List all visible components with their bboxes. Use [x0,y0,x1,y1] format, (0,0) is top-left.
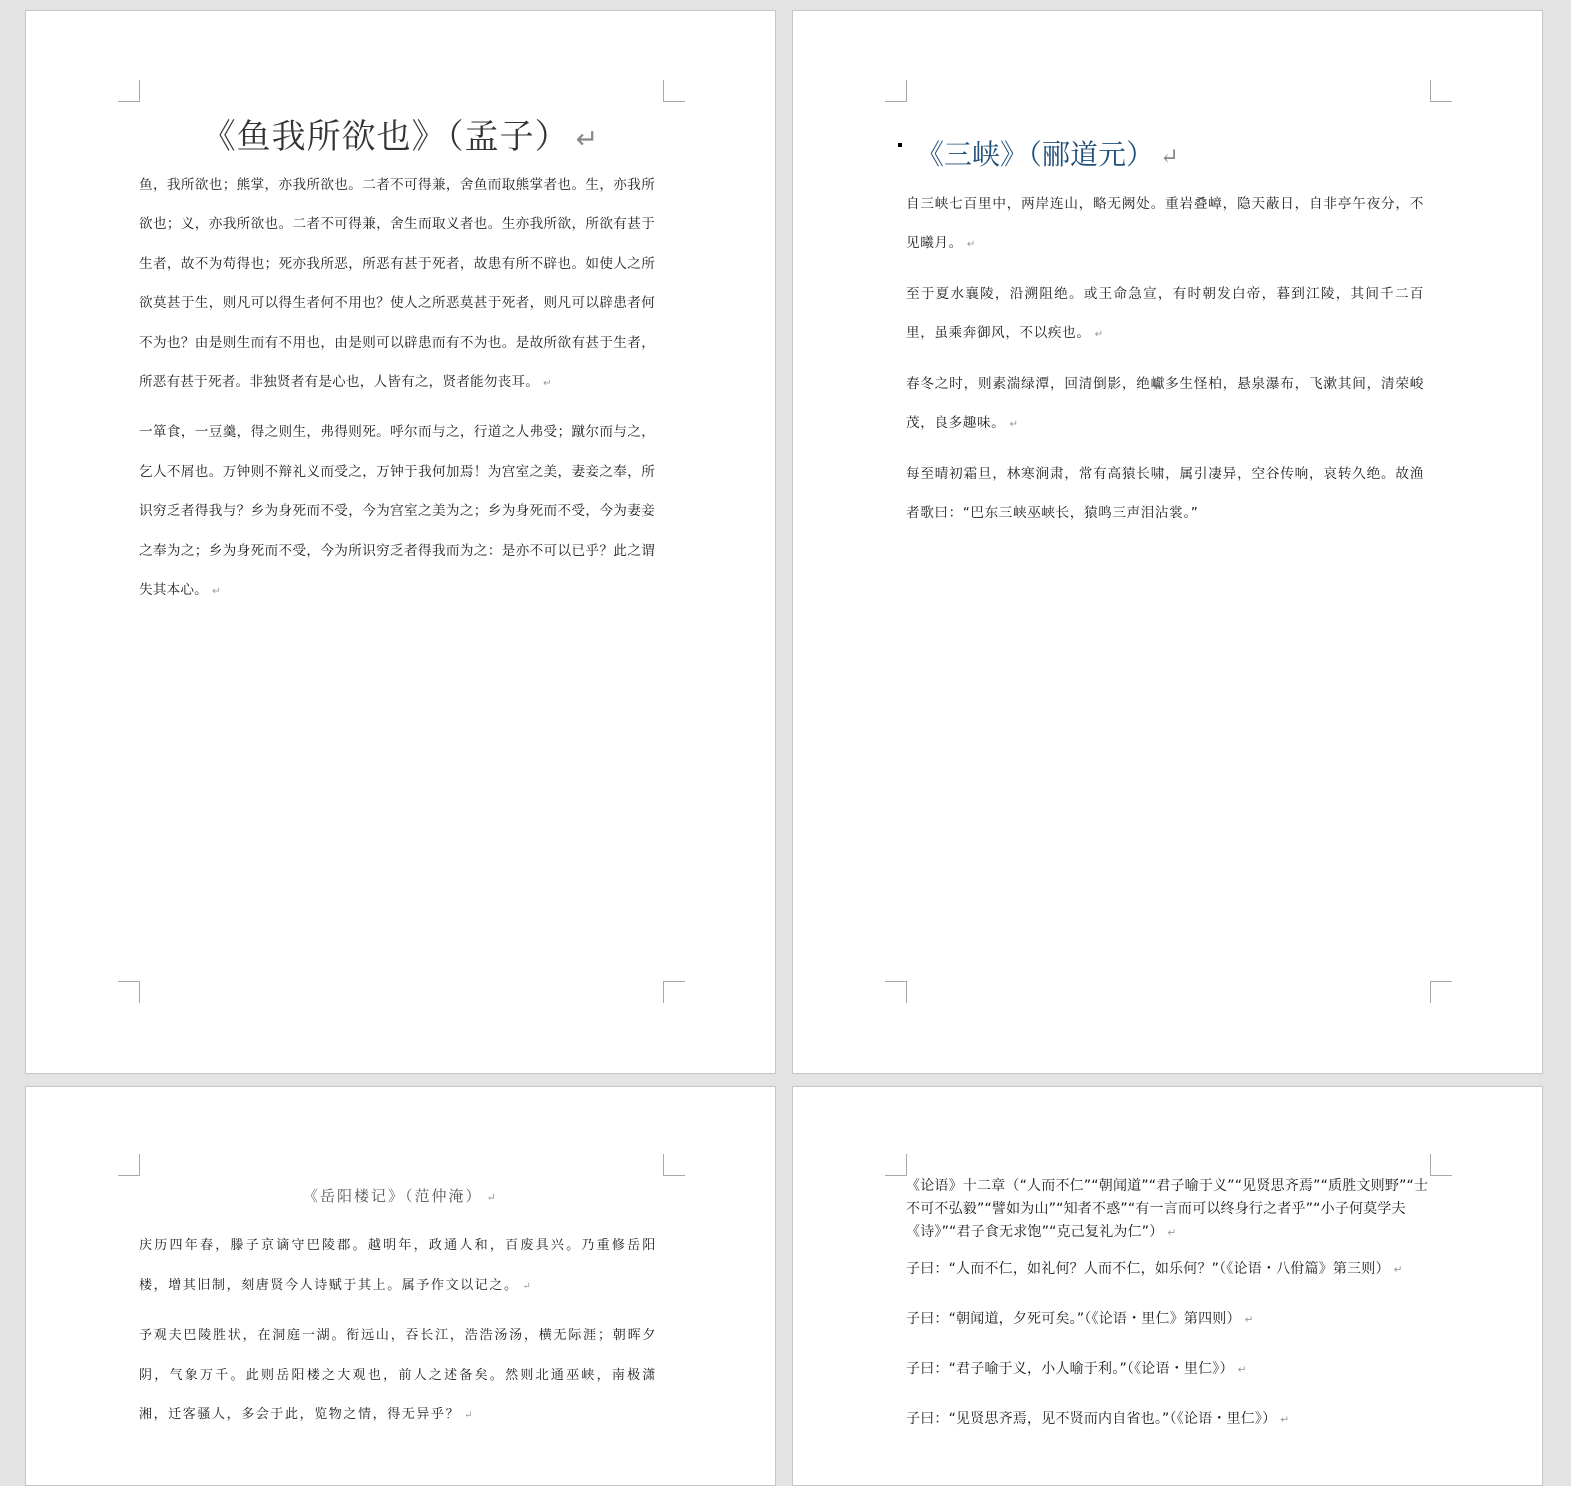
paragraph-mark-icon: ↵ [575,124,600,155]
margin-corner-mark [663,1154,685,1176]
margin-corner-mark [885,1154,907,1176]
heading-text: 《岳阳楼记》（范仲淹） [303,1187,483,1205]
heading-san-xia[interactable] [916,133,1179,173]
margin-corner-mark [885,981,907,1003]
paragraph[interactable] [139,166,655,403]
paragraph-mark-icon: ↵ [1244,1314,1254,1326]
paragraph-mark-icon: ↵ [1393,1264,1403,1276]
document-page-3 [25,1086,776,1486]
paragraph-text: 子曰：“朝闻道，夕死可矣。”（《论语・里仁》第四则） [906,1311,1241,1327]
paragraph[interactable] [139,1316,657,1436]
margin-corner-mark [885,80,907,102]
paragraph[interactable] [906,275,1424,354]
margin-corner-mark [663,981,685,1003]
document-page-2 [792,10,1543,1074]
paragraph-mark-icon: ↵ [966,239,976,250]
analects-quote[interactable] [906,1359,1431,1380]
paragraph-text: 子曰：“人而不仁，如礼何？人而不仁，如乐何？”（《论语・八佾篇》第三则） [906,1261,1390,1277]
paragraph-mark-icon: ↵ [1094,329,1104,340]
paragraph-text: 予观夫巴陵胜状，在洞庭一湖。衔远山，吞长江，浩浩汤汤，横无际涯；朝晖夕阴，气象万千。此则岳阳楼之大观也，前人之述备矣。然则北通巫峡，南极潇湘，迁客骚人，多会于此，览物之情，得无异乎？ [139,1328,657,1422]
body-text[interactable] [906,1175,1431,1459]
body-text[interactable] [139,1226,657,1446]
heading-yue-yang-lou-ji[interactable] [26,1185,775,1206]
paragraph-mark-icon: ↵ [1280,1414,1290,1426]
paragraph-text: 至于夏水襄陵，沿溯阻绝。或王命急宣，有时朝发白帝，暮到江陵，其间千二百里，虽乘奔御风，不以疾也。 [906,286,1424,341]
paragraph[interactable] [139,413,655,611]
document-page-4 [792,1086,1543,1486]
paragraph-text: 子曰：“君子喻于义，小人喻于利。”（《论语・里仁》） [906,1361,1234,1377]
paragraph-text: 子曰：“见贤思齐焉，见不贤而内自省也。”（《论语・里仁》） [906,1411,1277,1427]
paragraph[interactable] [906,185,1424,264]
document-page-1 [25,10,776,1074]
heading-text: 《鱼我所欲也》（孟子） [201,117,570,157]
paragraph-mark-icon: ↵ [1160,144,1179,170]
paragraph-mark-icon: ↵ [522,1280,533,1292]
heading-bullet-icon [898,143,902,147]
paragraph-text: 每至晴初霜旦，林寒涧肃，常有高猿长啸，属引凄异，空谷传响，哀转久绝。故渔者歌曰：“巴东三峡巫峡长，猿鸣三声泪沾裳。” [906,466,1424,521]
paragraph-mark-icon: ↵ [1237,1364,1247,1376]
paragraph[interactable] [906,365,1424,444]
margin-corner-mark [118,1154,140,1176]
margin-corner-mark [1430,981,1452,1003]
paragraph-text: 庆历四年春，滕子京谪守巴陵郡。越明年，政通人和，百废具兴。乃重修岳阳楼，增其旧制，刻唐贤今人诗赋于其上。属予作文以记之。 [139,1238,657,1293]
paragraph-mark-icon: ↵ [464,1410,474,1421]
paragraph[interactable] [139,1226,657,1306]
heading-text: 《三峡》（郦道元） [916,138,1155,171]
body-text[interactable] [906,185,1424,544]
paragraph-mark-icon: ↵ [1009,419,1019,430]
analects-quote[interactable] [906,1259,1431,1280]
margin-corner-mark [1430,80,1452,102]
paragraph-mark-icon: ↵ [543,378,552,390]
margin-corner-mark [663,80,685,102]
margin-corner-mark [1430,1154,1452,1176]
paragraph-text: 春冬之时，则素湍绿潭，回清倒影，绝巘多生怪柏，悬泉瀑布，飞漱其间，清荣峻茂，良多趣味。 [906,376,1424,431]
paragraph-mark-icon: ↵ [1167,1227,1177,1239]
analects-quote[interactable] [906,1409,1431,1430]
analects-intro-paragraph[interactable] [906,1175,1431,1245]
paragraph-text: 自三峡七百里中，两岸连山，略无阙处。重岩叠嶂，隐天蔽日，自非亭午夜分，不见曦月。 [906,196,1424,251]
paragraph-text: 《论语》十二章（“人而不仁”“朝闻道”“君子喻于义”“见贤思齐焉”“质胜文则野”“士不可不弘毅”“譬如为山”“知者不惑”“有一言而可以终身行之者乎”“小子何莫学夫《诗》”“君子食无求饱”“克己复礼为仁”） [906,1178,1429,1240]
margin-corner-mark [118,80,140,102]
paragraph-mark-icon: ↵ [211,586,221,598]
paragraph[interactable] [906,455,1424,533]
analects-quote[interactable] [906,1309,1431,1330]
paragraph-text: 一箪食，一豆羹，得之则生，弗得则死。呼尔而与之，行道之人弗受；蹴尔而与之，乞人不屑也。万钟则不辩礼义而受之，万钟于我何加焉！为宫室之美，妻妾之奉，所识穷乏者得我与？乡为身死而不受，今为宫室之美为之；乡为身死而不受，今为妻妾之奉为之；乡为身死而不受，今为所识穷乏者得我而为之：是亦不可以已乎？此之谓失其本心。 [139,424,655,599]
body-text[interactable] [139,166,655,621]
heading-yu-wo-suo-yu-ye[interactable] [26,109,775,158]
paragraph-text: 鱼，我所欲也；熊掌，亦我所欲也。二者不可得兼，舍鱼而取熊掌者也。生，亦我所欲也；义，亦我所欲也。二者不可得兼，舍生而取义者也。生亦我所欲，所欲有甚于生者，故不为苟得也；死亦我所恶，所恶有甚于死者，故患有所不辟也。如使人之所欲莫甚于生，则凡可以得生者何不用也？使人之所恶莫甚于死者，则凡可以辟患者何不为也？由是则生而有不用也，由是则可以辟患而有不为也。是故所欲有甚于生者，所恶有甚于死者。非独贤者有是心也，人皆有之，贤者能勿丧耳。 [139,177,655,391]
margin-corner-mark [118,981,140,1003]
paragraph-mark-icon: ↵ [486,1191,498,1204]
